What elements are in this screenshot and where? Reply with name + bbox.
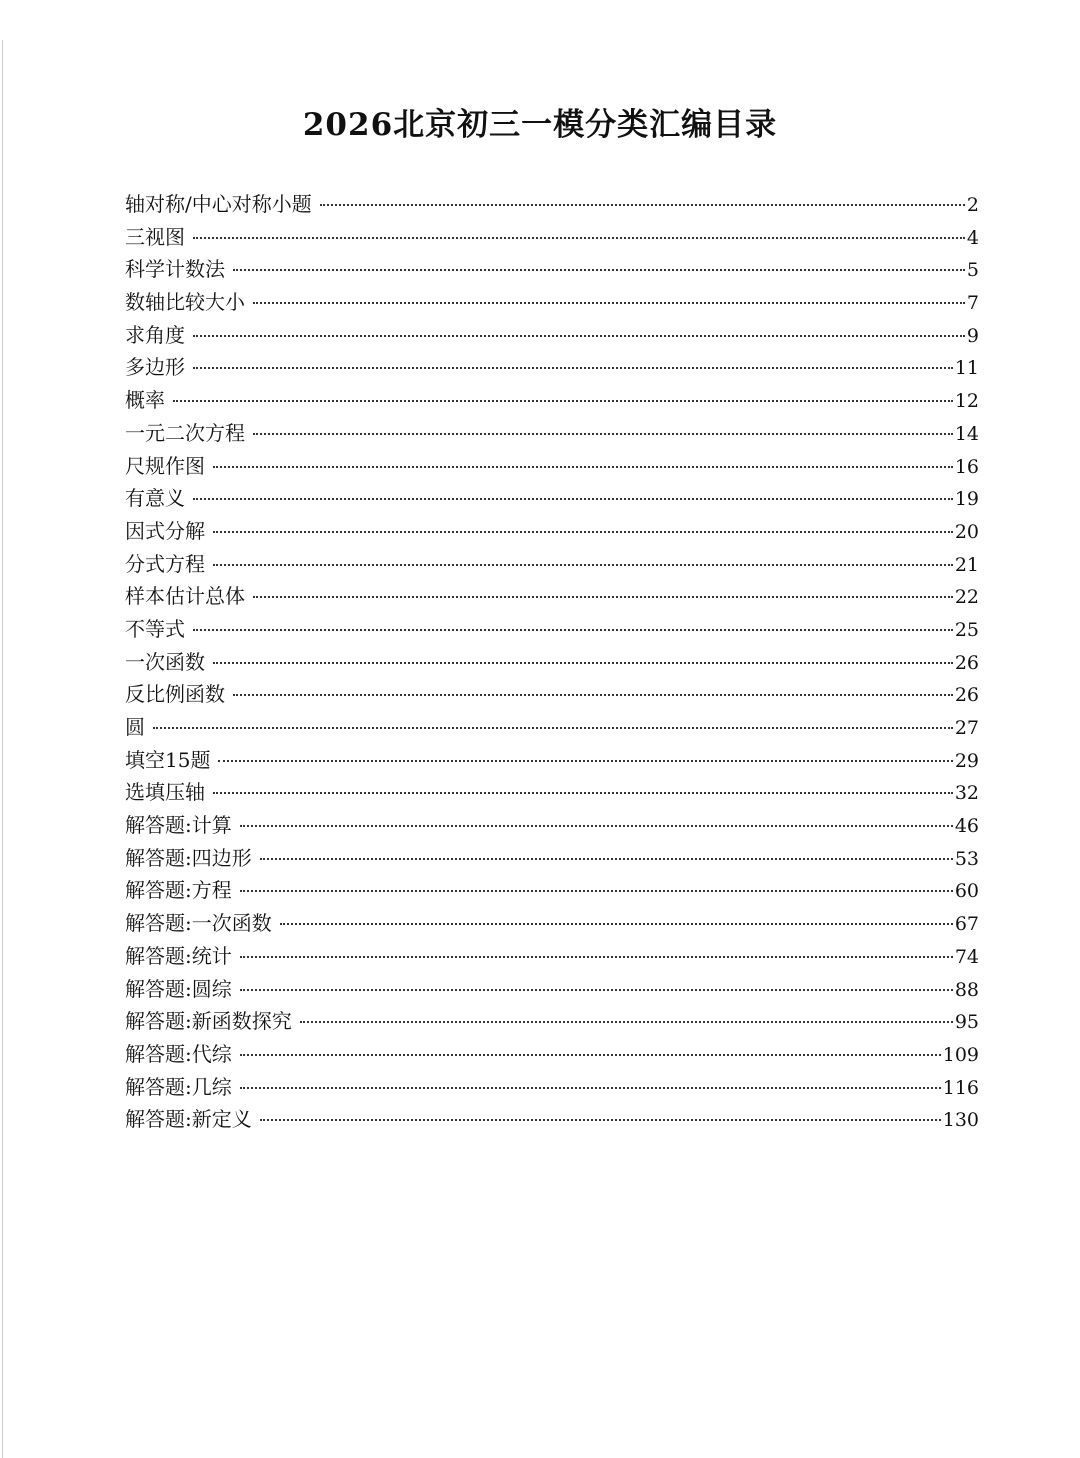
- toc-entry-page-number: 22: [954, 586, 979, 609]
- toc-leader-dots: [240, 1054, 941, 1056]
- toc-entry-label: 分式方程: [125, 551, 205, 576]
- toc-entry-page-number: 29: [954, 749, 979, 772]
- page-edge-line: [2, 40, 3, 1458]
- toc-entry-label: 概率: [125, 388, 165, 413]
- toc-entry[interactable]: [125, 940, 979, 973]
- toc-leader-dots: [320, 204, 965, 206]
- toc-leader-dots: [233, 269, 965, 271]
- toc-entry-label: 解答题:新定义: [125, 1107, 252, 1132]
- toc-entry-page-number: 60: [954, 880, 979, 903]
- toc-entry-label: 反比例函数: [125, 682, 225, 707]
- toc-entry-page-number: 25: [954, 618, 979, 641]
- toc-leader-dots: [193, 237, 965, 239]
- toc-entry-label: 解答题:圆综: [125, 976, 232, 1001]
- toc-entry[interactable]: [125, 874, 979, 907]
- toc-entry-page-number: 116: [942, 1076, 979, 1099]
- toc-entry[interactable]: [125, 1071, 979, 1104]
- toc-entry-page-number: 67: [954, 913, 979, 936]
- toc-leader-dots: [240, 989, 953, 991]
- toc-leader-dots: [253, 596, 953, 598]
- toc-entry-label: 解答题:统计: [125, 943, 232, 968]
- toc-entry[interactable]: [125, 809, 979, 842]
- toc-entry-label: 解答题:方程: [125, 878, 232, 903]
- toc-entry[interactable]: [125, 678, 979, 711]
- toc-entry[interactable]: [125, 188, 979, 221]
- toc-entry-page-number: 5: [966, 259, 979, 282]
- toc-entry-page-number: 88: [954, 978, 979, 1001]
- toc-leader-dots: [300, 1021, 953, 1023]
- toc-entry-label: 样本估计总体: [125, 584, 245, 609]
- toc-entry-page-number: 21: [954, 553, 979, 576]
- toc-leader-dots: [218, 760, 952, 762]
- toc-leader-dots: [280, 923, 953, 925]
- toc-entry-page-number: 95: [954, 1011, 979, 1034]
- toc-entry[interactable]: [125, 253, 979, 286]
- toc-entry[interactable]: [125, 613, 979, 646]
- toc-entry-page-number: 2: [966, 194, 979, 216]
- toc-entry[interactable]: [125, 515, 979, 548]
- toc-entry-label: 解答题:几综: [125, 1074, 232, 1099]
- toc-entry-page-number: 11: [954, 357, 979, 380]
- toc-entry-label: 解答题:代综: [125, 1041, 232, 1066]
- toc-leader-dots: [213, 564, 953, 566]
- toc-entry[interactable]: [125, 580, 979, 613]
- toc-leader-dots: [193, 629, 953, 631]
- toc-leader-dots: [153, 727, 953, 729]
- toc-entry-label: 一次函数: [125, 649, 205, 674]
- toc-entry-label: 轴对称/中心对称小题: [125, 192, 312, 216]
- toc-leader-dots: [193, 498, 953, 500]
- toc-leader-dots: [240, 1087, 941, 1089]
- toc-leader-dots: [253, 433, 953, 435]
- table-of-contents: [125, 188, 979, 1136]
- toc-leader-dots: [260, 1119, 941, 1121]
- toc-entry[interactable]: [125, 973, 979, 1006]
- toc-entry-label: 解答题:四边形: [125, 845, 252, 870]
- toc-entry[interactable]: [125, 450, 979, 483]
- toc-entry[interactable]: [125, 351, 979, 384]
- toc-entry-page-number: 7: [966, 292, 979, 315]
- toc-entry-page-number: 109: [942, 1043, 979, 1066]
- toc-entry[interactable]: [125, 776, 979, 809]
- toc-leader-dots: [193, 367, 953, 369]
- toc-entry-label: 数轴比较大小: [125, 290, 245, 315]
- toc-leader-dots: [213, 792, 953, 794]
- toc-leader-dots: [213, 531, 953, 533]
- toc-entry-page-number: 27: [954, 717, 979, 739]
- toc-entry-page-number: 14: [954, 422, 979, 445]
- toc-leader-dots: [240, 956, 953, 958]
- toc-entry-label: 求角度: [125, 322, 185, 347]
- toc-entry[interactable]: [125, 711, 979, 744]
- toc-entry-label: 解答题:新函数探究: [125, 1009, 292, 1034]
- toc-entry-label: 三视图: [125, 224, 185, 249]
- toc-entry[interactable]: [125, 744, 979, 777]
- toc-entry-label: 有意义: [125, 486, 185, 511]
- toc-entry-label: 尺规作图: [125, 453, 205, 478]
- toc-entry-label: 解答题:计算: [125, 813, 232, 838]
- toc-entry[interactable]: [125, 548, 979, 581]
- toc-entry[interactable]: [125, 221, 979, 254]
- toc-entry[interactable]: [125, 1005, 979, 1038]
- toc-entry[interactable]: [125, 286, 979, 319]
- toc-leader-dots: [213, 662, 953, 664]
- toc-leader-dots: [173, 400, 953, 402]
- toc-entry-page-number: 20: [954, 520, 979, 543]
- toc-entry-label: 因式分解: [125, 518, 205, 543]
- toc-leader-dots: [253, 302, 965, 304]
- page-title: 2026北京初三一模分类汇编目录: [302, 106, 778, 143]
- toc-entry-page-number: 74: [954, 945, 979, 968]
- toc-entry[interactable]: [125, 319, 979, 352]
- toc-entry[interactable]: [125, 384, 979, 417]
- toc-entry-page-number: 4: [966, 226, 979, 249]
- toc-entry-page-number: 9: [966, 324, 979, 347]
- toc-leader-dots: [260, 858, 953, 860]
- toc-entry[interactable]: [125, 482, 979, 515]
- toc-entry-page-number: 16: [954, 455, 979, 478]
- toc-entry-page-number: 26: [954, 651, 979, 674]
- toc-entry-label: 一元二次方程: [125, 420, 245, 445]
- toc-entry-page-number: 32: [954, 782, 979, 805]
- toc-entry-label: 不等式: [125, 616, 185, 641]
- toc-leader-dots: [193, 335, 965, 337]
- toc-entry-label: 选填压轴: [125, 780, 205, 805]
- toc-entry-page-number: 12: [954, 390, 979, 413]
- toc-entry-page-number: 130: [942, 1109, 979, 1132]
- toc-leader-dots: [213, 466, 953, 468]
- toc-entry-page-number: 19: [954, 488, 979, 511]
- toc-entry-page-number: 26: [954, 684, 979, 707]
- toc-leader-dots: [233, 694, 953, 696]
- toc-entry-label: 科学计数法: [125, 257, 225, 282]
- toc-entry[interactable]: [125, 907, 979, 940]
- toc-entry[interactable]: [125, 842, 979, 875]
- toc-entry[interactable]: [125, 1038, 979, 1071]
- toc-entry[interactable]: [125, 1103, 979, 1136]
- toc-entry[interactable]: [125, 646, 979, 679]
- toc-entry-page-number: 53: [954, 847, 979, 870]
- toc-entry-label: 填空15题: [125, 747, 211, 772]
- toc-leader-dots: [240, 825, 953, 827]
- toc-entry-label: 多边形: [125, 355, 185, 380]
- toc-entry-page-number: 46: [954, 815, 979, 838]
- toc-leader-dots: [240, 890, 953, 892]
- toc-entry[interactable]: [125, 417, 979, 450]
- toc-entry-label: 圆: [125, 715, 145, 739]
- toc-entry-label: 解答题:一次函数: [125, 911, 272, 936]
